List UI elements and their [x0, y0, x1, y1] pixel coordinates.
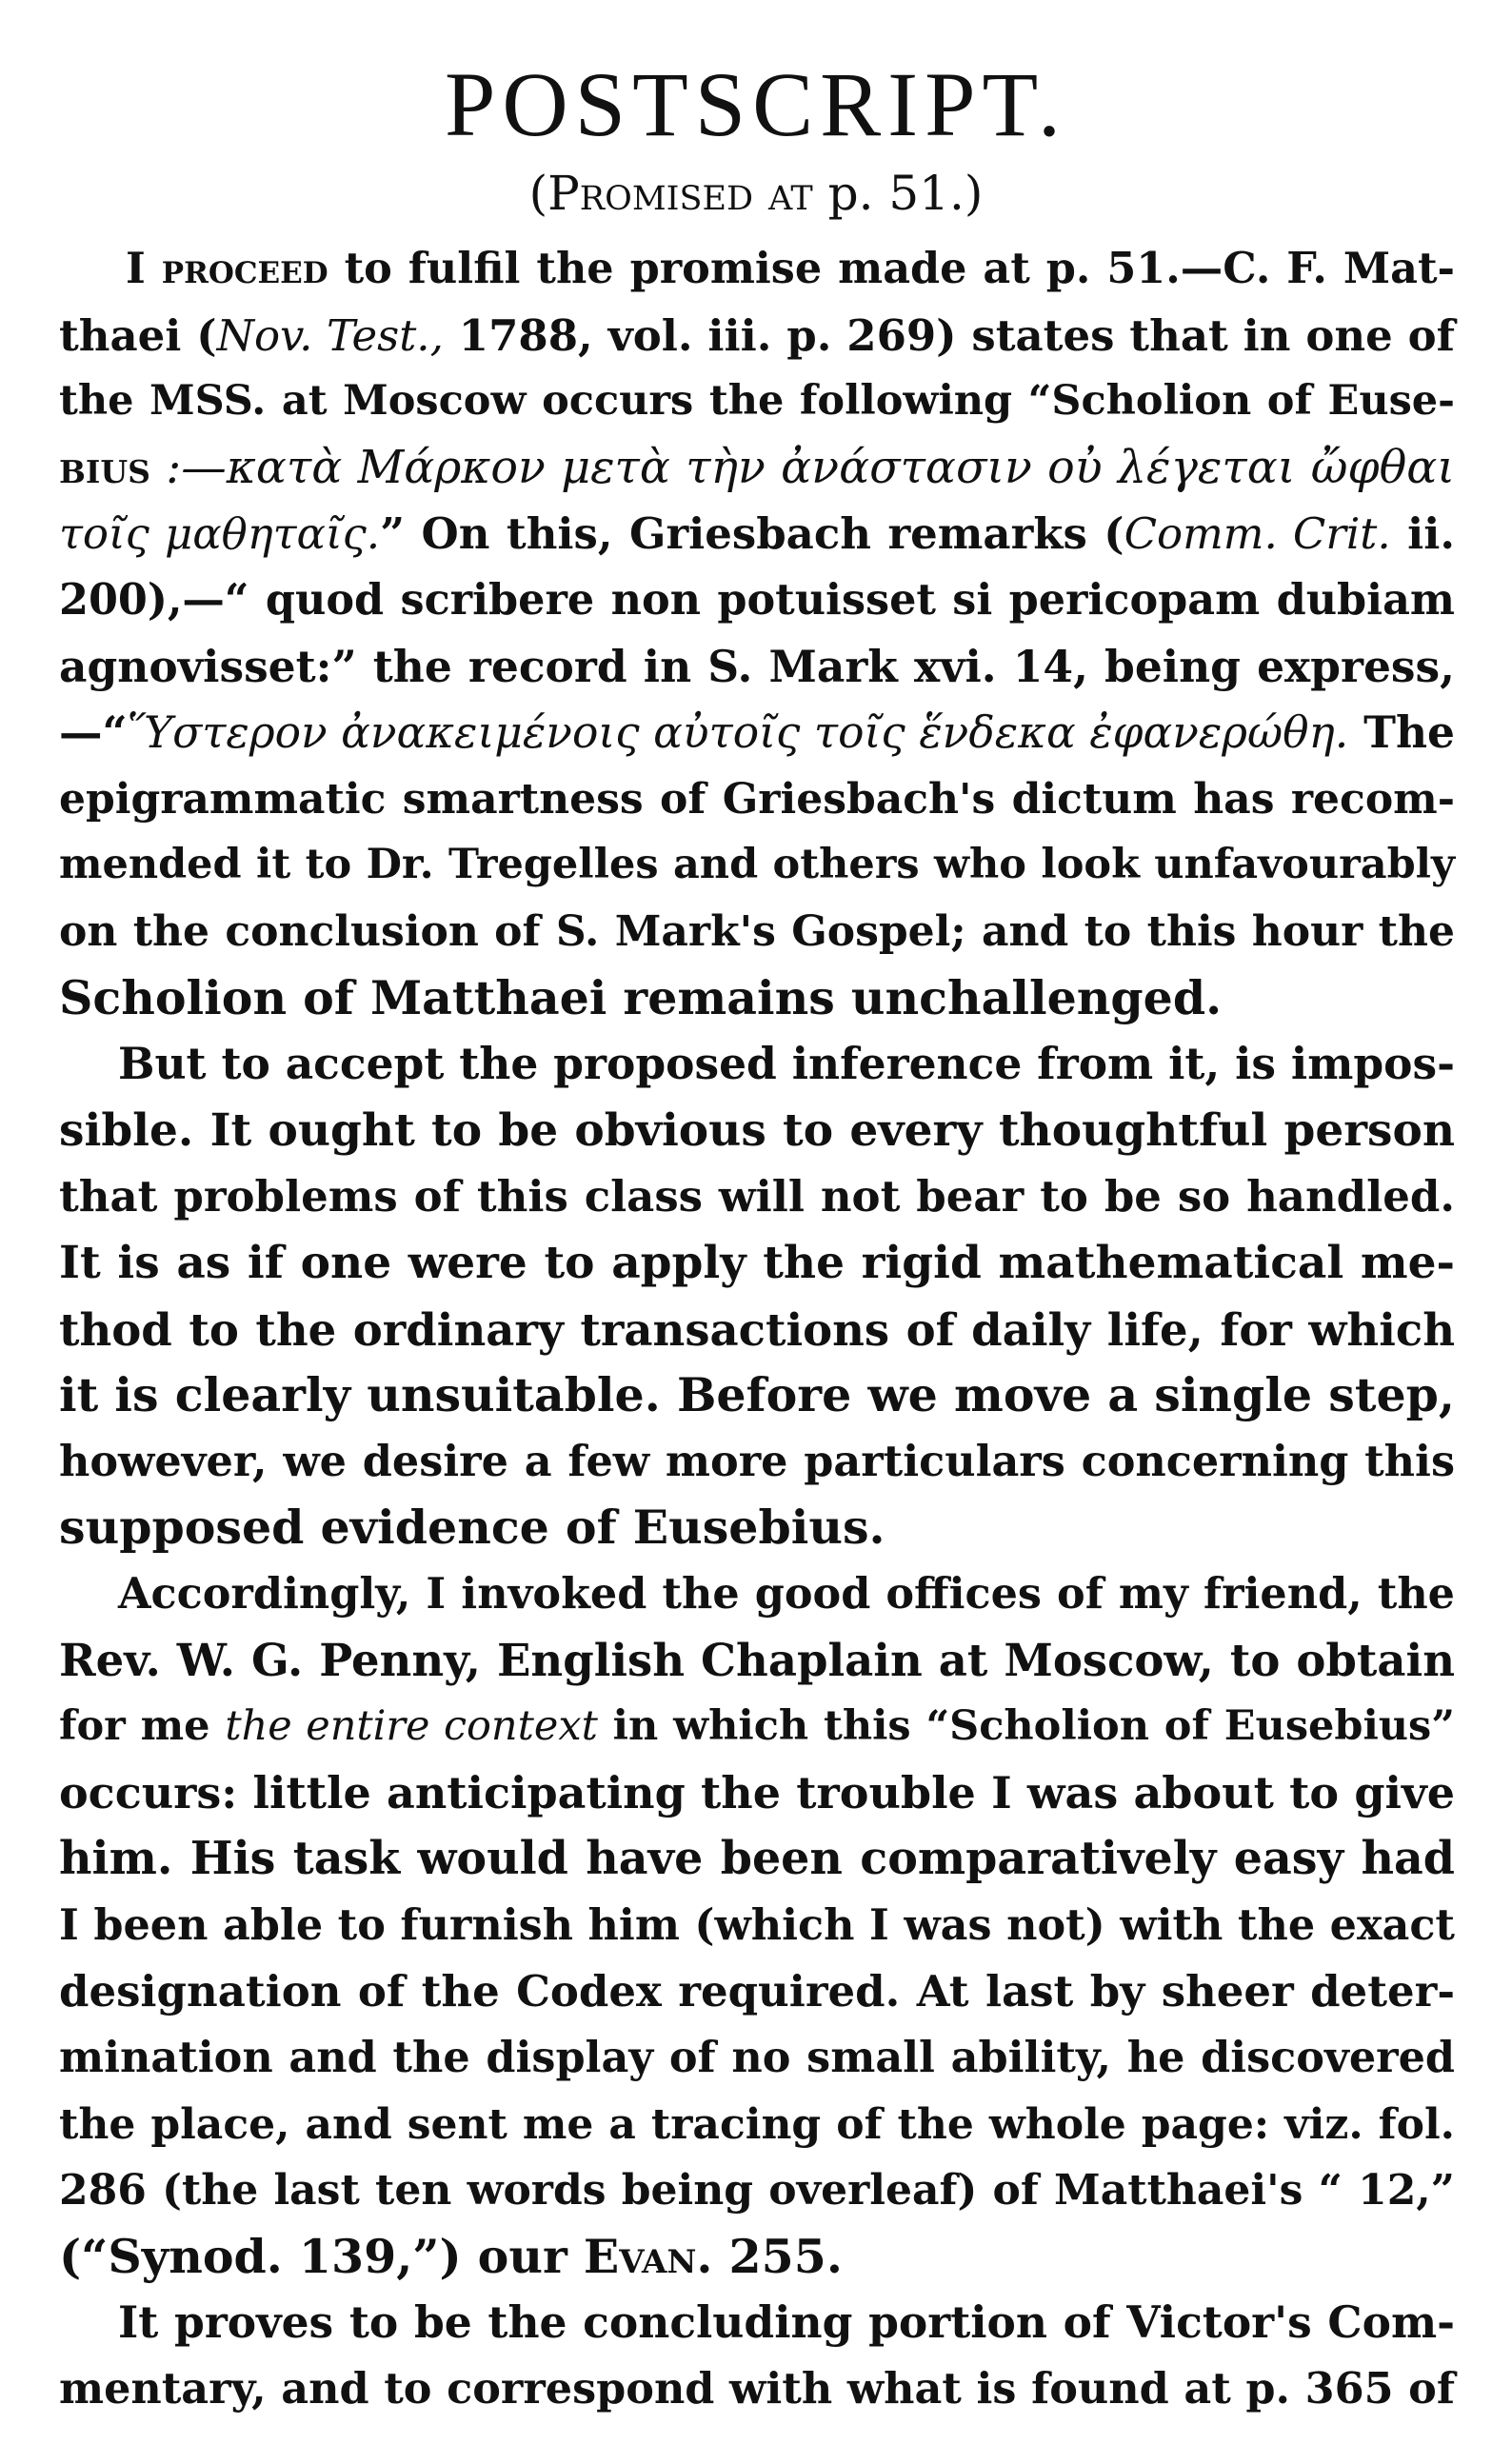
p3-line-6: I been able to furnish him (which I was not) with the exact: [59, 1899, 1455, 1950]
p3-line-9: the place, and sent me a tracing of the whole page: viz. fol.: [59, 2099, 1455, 2149]
subtitle-open: (: [528, 166, 548, 221]
p2-line-5: thod to the ordinary transactions of daily life, for which: [59, 1302, 1455, 1356]
p2-line-1: But to accept the proposed inference from it, is impos-: [118, 1038, 1455, 1090]
p1-line-8-a: —“: [59, 706, 128, 759]
p1-line-3: the MSS. at Moscow occurs the following “Scholion of Euse-: [59, 377, 1455, 426]
p2-line-2: sible. It ought to be obvious to every thoughtful person: [59, 1103, 1455, 1157]
p1-line-9: epigrammatic smartness of Griesbach's dictum has recom-: [59, 774, 1455, 824]
p1-line-6: 200),—“ quod scribere non potuisset si pericopam dubiam: [59, 574, 1455, 625]
page-title: POSTSCRIPT.: [444, 53, 1068, 155]
subtitle-rest: p. 51.): [812, 166, 984, 221]
p1-line-5-a: ” On this, Griesbach remarks (: [380, 508, 1124, 560]
p3-line-5: him. His task would have been comparatively easy had: [59, 1832, 1455, 1886]
p3-line-2: Rev. W. G. Penny, English Chaplain at Moscow, to obtain: [59, 1634, 1455, 1687]
p1-line-5-greek: τοῖς μαθηταῖς.: [59, 508, 381, 560]
p3-line-7: designation of the Codex required. At last by sheer deter-: [59, 1966, 1455, 2017]
p3-line-8: mination and the display of no small ability, he discovered: [59, 2033, 1455, 2083]
p1-line-2: [59, 303, 1455, 369]
p3-line-4: occurs: little anticipating the trouble I was about to give: [59, 1766, 1455, 1818]
p1-line-8-b: The: [1348, 706, 1455, 759]
p3-line-1: Accordingly, I invoked the good offices of my friend, the: [118, 1568, 1455, 1619]
p2-line-8: supposed evidence of Eusebius.: [59, 1500, 885, 1556]
p4-line-2: mentary, and to correspond with what is found at p. 365 of: [59, 2364, 1455, 2414]
p2-line-7: however, we desire a few more particulars concerning this: [59, 1436, 1455, 1486]
body-text: [59, 236, 1455, 2423]
p3-line-10: 286 (the last ten words being overleaf) of Matthaei's “ 12,”: [59, 2166, 1455, 2216]
p3-line-11-a: (“Synod. 139,”) our: [59, 2228, 584, 2284]
p1-line-1: [59, 236, 1455, 303]
p2-line-3: that problems of this class will not bear to be so handled.: [59, 1171, 1455, 1222]
subtitle-small-caps: Promised at: [547, 166, 813, 221]
p1-line-5-b: ii.: [1390, 508, 1456, 560]
p2-line-4: It is as if one were to apply the rigid mathematical me-: [59, 1236, 1455, 1289]
p1-line-1-text: to fulfil the promise made at p. 51.—C. F. Mat-: [328, 244, 1455, 293]
p1-line-7: agnovisset:” the record in S. Mark xvi. 14, being express,: [59, 640, 1455, 692]
p1-line-4-greek: :—κατὰ Μάρκον μετὰ τὴν ἀνάστασιν οὐ λέγεται ὤφθαι: [149, 441, 1455, 494]
p1-line-8-greek: Ὕστερον ἀνακειμένοις αὐτοῖς τοῖς ἕνδεκα ἐφανερώθη.: [127, 707, 1349, 759]
p1-line-4: [59, 435, 1455, 502]
p1-line-2-b: 1788, vol. iii. p. 269) states that in one of: [443, 309, 1455, 361]
p2-line-6: it is clearly unsuitable. Before we move a single step,: [59, 1367, 1455, 1423]
p1-opening-small-caps: I proceed: [126, 244, 328, 293]
p1-line-5-italic: Comm. Crit.: [1124, 508, 1391, 560]
p1-line-10: mended it to Dr. Tregelles and others who look unfavourably: [59, 841, 1455, 889]
p3-line-3-b: in which this “Scholion of Eusebius”: [597, 1702, 1455, 1751]
p3-line-3: [59, 1694, 1455, 1760]
p3-line-11: [59, 2224, 1455, 2291]
p4-line-1: It proves to be the concluding portion of Victor's Com-: [118, 2296, 1455, 2349]
p1-line-2-italic: Nov. Test.,: [216, 309, 444, 361]
p3-line-3-a: for me: [59, 1702, 226, 1751]
p3-line-11-b: 255.: [712, 2228, 843, 2284]
p1-line-11: on the conclusion of S. Mark's Gospel; and to this hour the: [59, 906, 1455, 956]
p1-line-2-a: thaei (: [59, 309, 217, 361]
page-subtitle: [0, 166, 1512, 221]
p1-line-5: [59, 501, 1455, 567]
p3-line-11-small-caps: Evan.: [583, 2228, 713, 2284]
p1-line-8: [59, 700, 1455, 766]
p1-line-4-small-caps: bius: [59, 440, 150, 494]
p1-line-12: Scholion of Matthaei remains unchallenged.: [59, 969, 1223, 1025]
p3-line-3-italic: the entire context: [225, 1702, 598, 1751]
